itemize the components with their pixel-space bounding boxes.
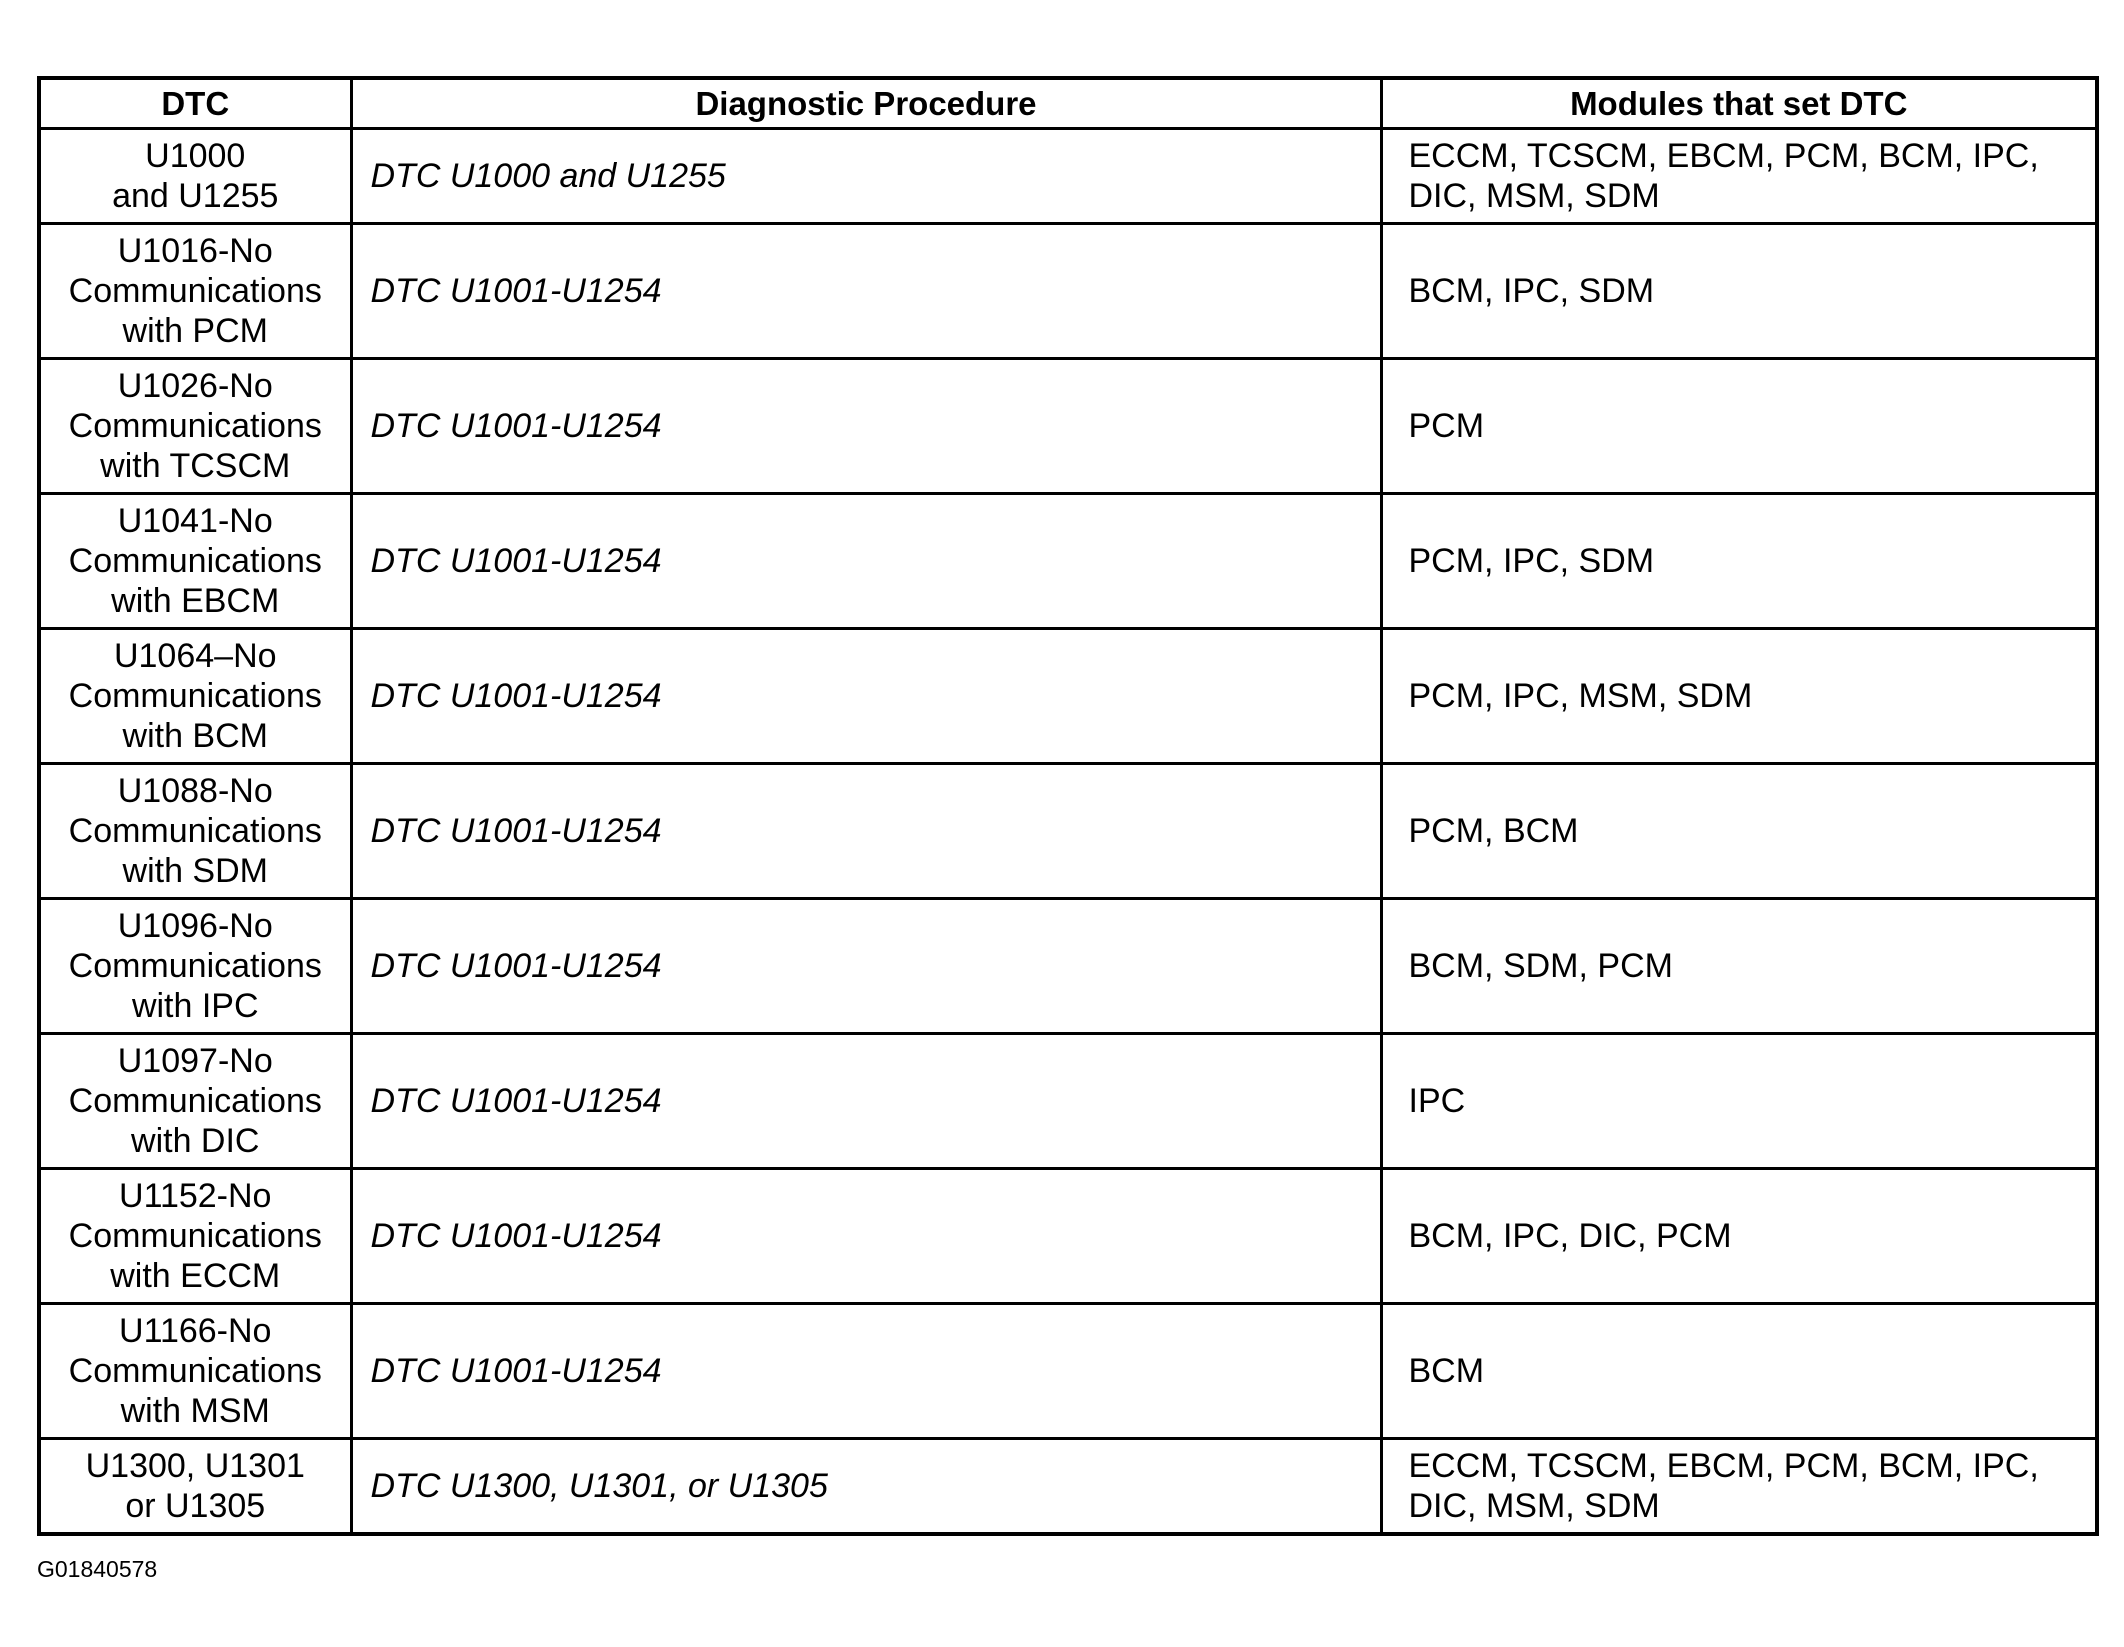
table-row [39, 359, 2097, 494]
table-row [39, 629, 2097, 764]
dtc-cell: U1097-No Communications with DIC [39, 1034, 351, 1169]
table-row [39, 1304, 2097, 1439]
procedure-cell: DTC U1001-U1254 [351, 1169, 1381, 1304]
dtc-table [37, 76, 2099, 1536]
dtc-cell: U1016-No Communications with PCM [39, 224, 351, 359]
procedure-cell: DTC U1001-U1254 [351, 629, 1381, 764]
procedure-cell: DTC U1001-U1254 [351, 494, 1381, 629]
table-row [39, 494, 2097, 629]
table-row [39, 224, 2097, 359]
modules-cell: PCM, IPC, SDM [1381, 494, 2097, 629]
modules-cell: BCM [1381, 1304, 2097, 1439]
dtc-cell: U1000 and U1255 [39, 129, 351, 224]
header-dtc: DTC [39, 78, 351, 129]
table-row [39, 899, 2097, 1034]
modules-cell: BCM, IPC, DIC, PCM [1381, 1169, 2097, 1304]
dtc-cell: U1041-No Communications with EBCM [39, 494, 351, 629]
dtc-cell: U1300, U1301 or U1305 [39, 1439, 351, 1534]
table-row [39, 1439, 2097, 1534]
table-row [39, 1169, 2097, 1304]
table-row [39, 764, 2097, 899]
header-modules: Modules that set DTC [1381, 78, 2097, 129]
table-row [39, 129, 2097, 224]
dtc-cell: U1026-No Communications with TCSCM [39, 359, 351, 494]
header-diagnostic-procedure: Diagnostic Procedure [351, 78, 1381, 129]
modules-cell: PCM [1381, 359, 2097, 494]
procedure-cell: DTC U1001-U1254 [351, 764, 1381, 899]
dtc-cell: U1096-No Communications with IPC [39, 899, 351, 1034]
figure-id: G01840578 [37, 1556, 158, 1582]
modules-cell: ECCM, TCSCM, EBCM, PCM, BCM, IPC, DIC, MSM, SDM [1381, 1439, 2097, 1534]
table-row [39, 1034, 2097, 1169]
modules-cell: ECCM, TCSCM, EBCM, PCM, BCM, IPC, DIC, MSM, SDM [1381, 129, 2097, 224]
procedure-cell: DTC U1001-U1254 [351, 224, 1381, 359]
dtc-cell: U1166-No Communications with MSM [39, 1304, 351, 1439]
procedure-cell: DTC U1001-U1254 [351, 1034, 1381, 1169]
modules-cell: IPC [1381, 1034, 2097, 1169]
table-header-row [39, 78, 2097, 129]
procedure-cell: DTC U1001-U1254 [351, 1304, 1381, 1439]
dtc-cell: U1064–No Communications with BCM [39, 629, 351, 764]
dtc-cell: U1088-No Communications with SDM [39, 764, 351, 899]
procedure-cell: DTC U1001-U1254 [351, 899, 1381, 1034]
procedure-cell: DTC U1001-U1254 [351, 359, 1381, 494]
modules-cell: BCM, IPC, SDM [1381, 224, 2097, 359]
procedure-cell: DTC U1300, U1301, or U1305 [351, 1439, 1381, 1534]
modules-cell: BCM, SDM, PCM [1381, 899, 2097, 1034]
procedure-cell: DTC U1000 and U1255 [351, 129, 1381, 224]
modules-cell: PCM, IPC, MSM, SDM [1381, 629, 2097, 764]
dtc-cell: U1152-No Communications with ECCM [39, 1169, 351, 1304]
modules-cell: PCM, BCM [1381, 764, 2097, 899]
